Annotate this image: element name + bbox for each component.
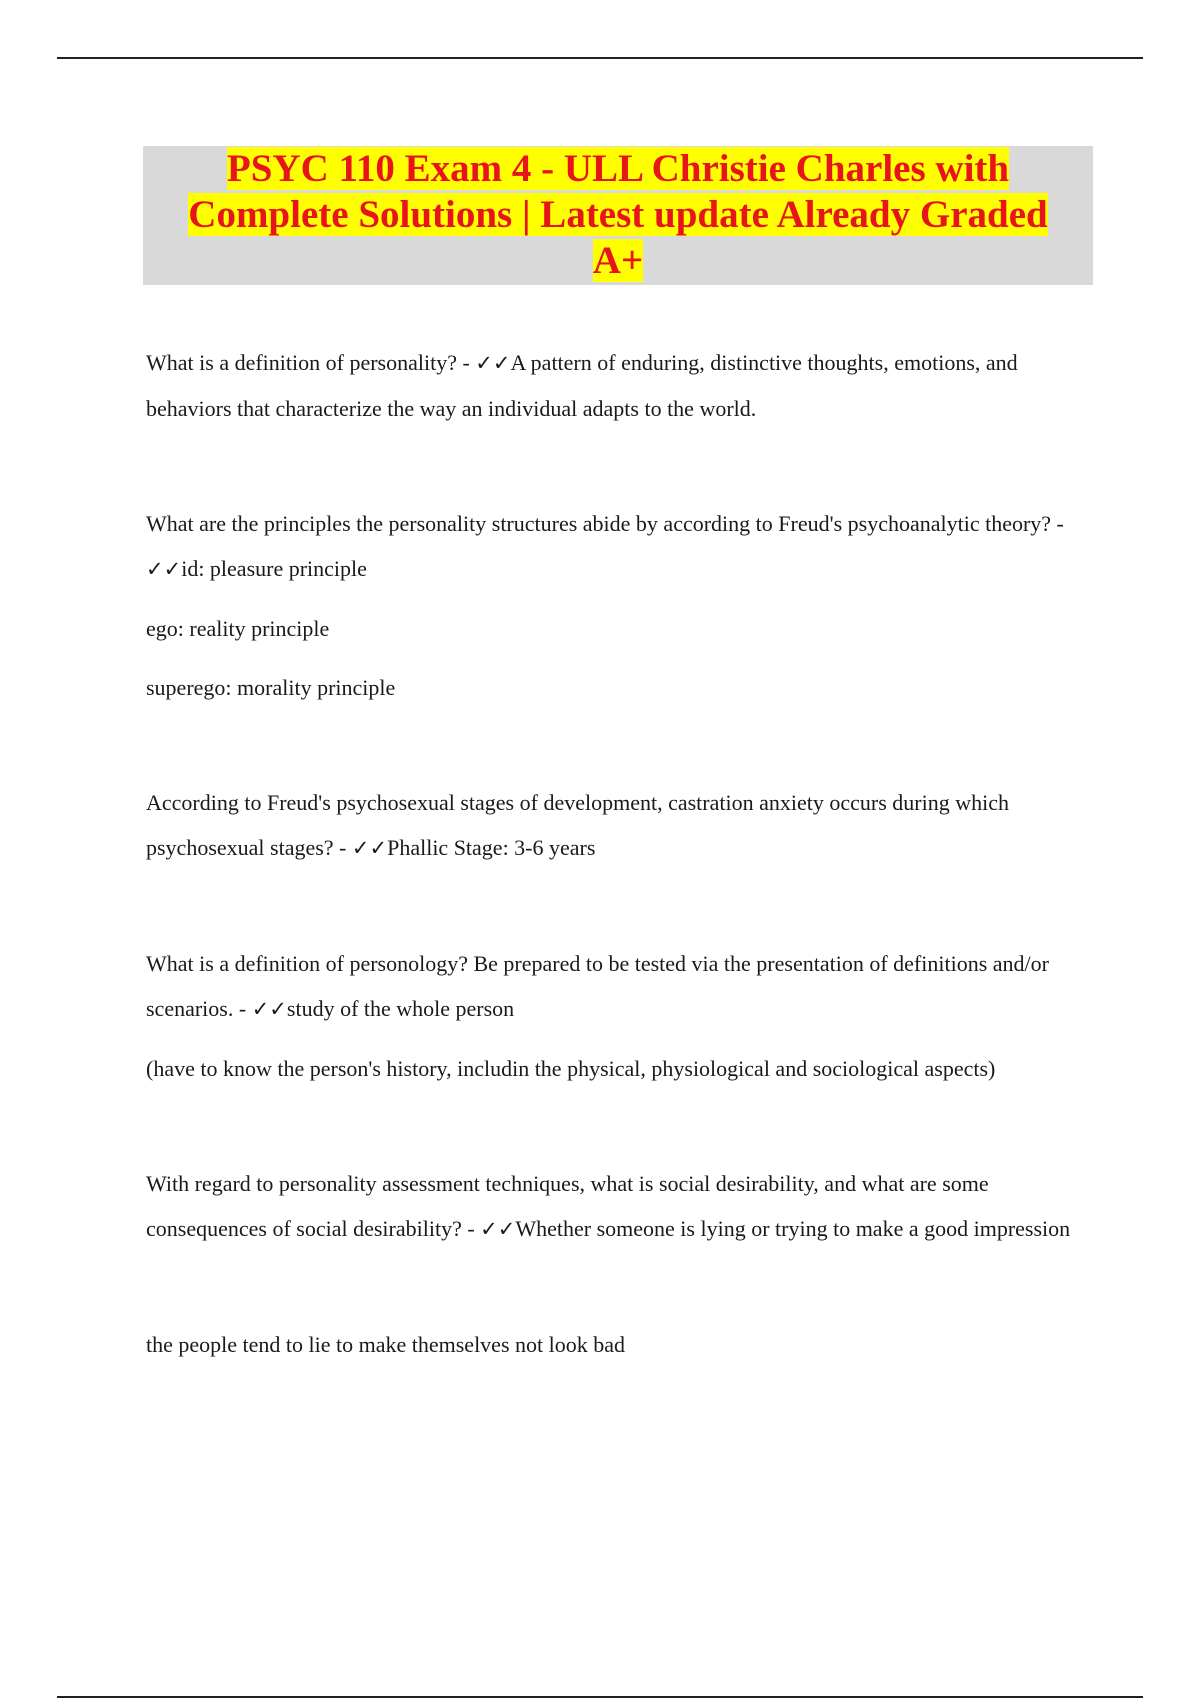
answer-text: A pattern of enduring, distinctive thoughts, emotions, and behaviors that characterize the way an individual adapts to the world. <box>146 350 1018 421</box>
check-mark-icon: ✓✓ <box>480 1217 516 1241</box>
answer-text: Phallic Stage: 3-6 years <box>387 835 596 860</box>
top-rule <box>57 57 1143 59</box>
check-mark-icon: ✓✓ <box>146 557 182 581</box>
question-text: What is a definition of personology? Be prepared to be tested via the presentation of definitions and/or scenarios. - <box>146 951 1049 1021</box>
answer-text: Whether someone is lying or trying to make a good impression <box>515 1216 1071 1241</box>
title-line-3: A+ <box>592 239 644 282</box>
answer-continuation: ego: reality principle <box>146 616 330 641</box>
qa-item-3 <box>146 780 1106 871</box>
check-mark-icon: ✓✓ <box>351 836 388 860</box>
bottom-rule <box>57 1696 1143 1698</box>
answer-text: study of the whole person <box>286 996 515 1021</box>
document-body <box>146 340 1106 1367</box>
check-mark-icon: ✓✓ <box>475 351 511 375</box>
qa-item-4 <box>146 941 1106 1032</box>
question-text: What is a definition of personality? - <box>146 350 476 375</box>
question-text: What are the principles the personality structures abide by according to Freud's psychoanalytic theory? - <box>146 511 1064 536</box>
check-mark-icon: ✓✓ <box>251 997 287 1021</box>
title-line-1: PSYC 110 Exam 4 - ULL Christie Charles with <box>226 147 1010 190</box>
document-title <box>143 146 1093 284</box>
qa-item-1 <box>146 340 1106 431</box>
qa-item-2 <box>146 501 1106 592</box>
qa-item-5 <box>146 1161 1106 1252</box>
trailing-paragraph: the people tend to lie to make themselves not look bad <box>146 1332 625 1357</box>
question-text: With regard to personality assessment techniques, what is social desirability, and what are some consequences of social desirability? - <box>146 1171 989 1241</box>
answer-text: id: pleasure principle <box>181 556 367 581</box>
title-banner <box>143 146 1093 285</box>
answer-continuation: (have to know the person's history, includin the physical, physiological and sociological aspects) <box>146 1056 996 1081</box>
title-line-2: Complete Solutions | Latest update Already Graded <box>188 193 1048 236</box>
answer-continuation: superego: morality principle <box>146 675 396 700</box>
question-text: According to Freud's psychosexual stages of development, castration anxiety occurs during which psychosexual stages? - <box>146 790 1009 860</box>
